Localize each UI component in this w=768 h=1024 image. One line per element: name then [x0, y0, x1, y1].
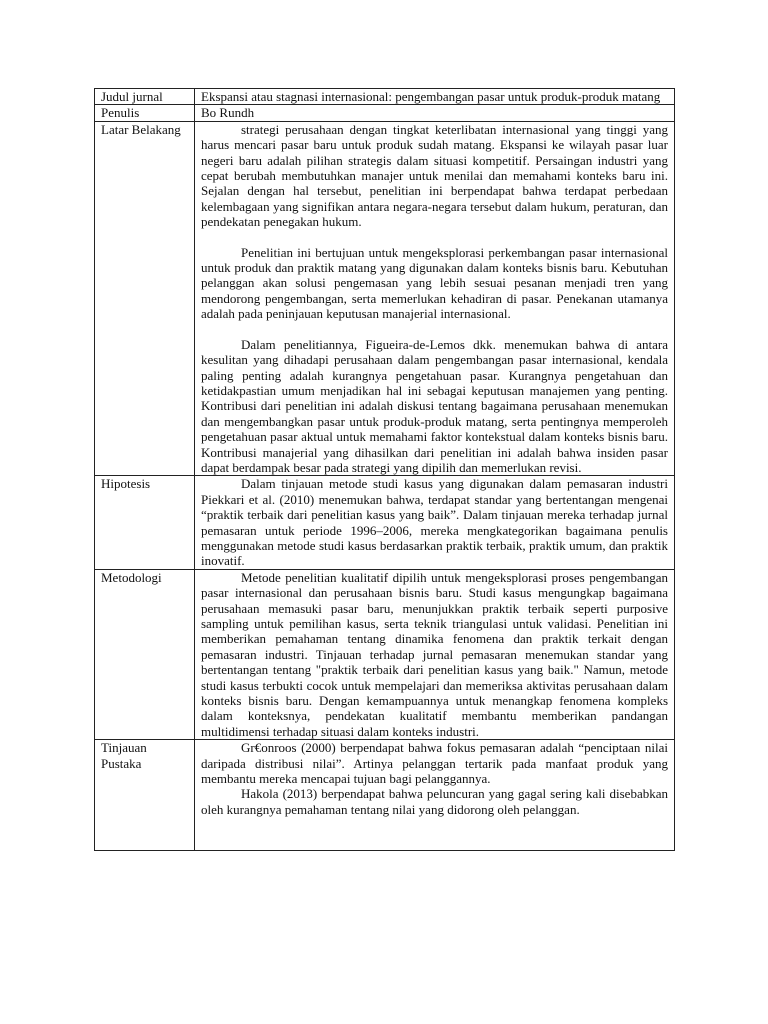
value-judul-jurnal: Ekspansi atau stagnasi internasional: pengembangan pasar untuk produk-produk matang	[195, 89, 675, 105]
label-tinjauan-pustaka: Tinjauan Pustaka	[95, 740, 195, 851]
label-judul-jurnal: Judul jurnal	[95, 89, 195, 105]
label-metodologi: Metodologi	[95, 569, 195, 739]
value-latar-belakang	[195, 121, 675, 476]
hipotesis-paragraph: Dalam tinjauan metode studi kasus yang digunakan dalam pemasaran industri Piekkari et al. (2010) menemukan bahwa, terdapat standar yang bertentangan mengenai “praktik terbaik dari penelitian kasus yang baik”. Dalam tinjauan mereka terhadap jurnal pemasaran untuk periode 1996–2006, mereka mengkategorikan bagaimana penulis menggunakan metode studi kasus berdasarkan praktik terbaik, praktik umum, dan praktik inovatif.	[201, 476, 668, 569]
latar-paragraph-3: Dalam penelitiannya, Figueira-de-Lemos dkk. menemukan bahwa di antara kesulitan yang dihadapi perusahaan dalam pengembangan pasar internasional, kendala paling penting adalah kurangnya pengetahuan pasar. Kurangnya pengetahuan dan ketidakpastian umum menjadikan hal ini sebagai keputusan manajemen yang penting. Kontribusi dari penelitian ini adalah diskusi tentang bagaimana perusahaan menemukan dan mengembangkan pasar untuk produk-produk matang, serta pentingnya memperoleh pengetahuan pasar aktual untuk memahami faktor kontekstual dalam konteks bisnis baru. Kontribusi manajerial yang dihasilkan dari penelitian ini adalah bahwa insiden pasar dapat berdampak besar pada strategi yang dipilih dan memerlukan revisi.	[201, 336, 668, 475]
row-latar-belakang	[95, 121, 675, 476]
tinjauan-paragraph-1: Gr€onroos (2000) berpendapat bahwa fokus pemasaran adalah “penciptaan nilai daripada distribusi nilai”. Artinya pelanggan tertarik pada manfaat produk yang membantu mereka mencapai tujuan bagi pelanggannya.	[201, 740, 668, 787]
label-penulis: Penulis	[95, 105, 195, 121]
value-penulis: Bo Rundh	[195, 105, 675, 121]
value-tinjauan-pustaka	[195, 740, 675, 851]
row-hipotesis	[95, 476, 675, 569]
row-penulis	[95, 105, 675, 121]
metodologi-paragraph: Metode penelitian kualitatif dipilih untuk mengeksplorasi proses pengembangan pasar internasional dan perusahaan bisnis baru. Studi kasus mengungkap bagaimana perusahaan memasuki pasar baru, menunjukkan praktik terbaik seperti purposive sampling untuk pemilihan kasus, serta teknik triangulasi untuk validasi. Penelitian ini memberikan pemahaman tentang dinamika fenomena dan praktik terkait dengan pemasaran industri. Tinjauan terhadap jurnal pemasaran menemukan standar yang bertentangan tentang "praktik terbaik dari penelitian kasus yang baik." Namun, metode studi kasus terbukti cocok untuk mempelajari dan memeriksa aktivitas perusahaan dalam konteks bisnis baru. Dengan kemampuannya untuk menangkap fenomena kompleks dalam konteksnya, pendekatan kualitatif membantu memberikan pandangan multidimensi terhadap situasi dalam konteks industri.	[201, 569, 668, 739]
label-latar-belakang: Latar Belakang	[95, 121, 195, 476]
latar-paragraph-2: Penelitian ini bertujuan untuk mengeksplorasi perkembangan pasar internasional untuk produk dan praktik matang yang digunakan dalam konteks bisnis baru. Kebutuhan pelanggan akan solusi pengemasan yang lebih sesuai pesanan menjadi tren yang mendorong pengembangan, serta memerlukan kehadiran di pasar. Penekanan utamanya adalah pada peninjauan keputusan manajerial internasional.	[201, 244, 668, 322]
row-metodologi	[95, 569, 675, 739]
value-hipotesis	[195, 476, 675, 569]
label-hipotesis: Hipotesis	[95, 476, 195, 569]
row-judul-jurnal	[95, 89, 675, 105]
latar-paragraph-1: strategi perusahaan dengan tingkat keterlibatan internasional yang tinggi yang harus mencari pasar baru untuk produk sudah matang. Ekspansi ke wilayah pasar luar negeri baru adalah pilihan strategis dalam situasi kompetitif. Persaingan industri yang cepat berubah membutuhkan manajer untuk menilai dan memahami konteks baru ini. Sejalan dengan hal tersebut, penelitian ini berpendapat bahwa terdapat perbedaan kelembagaan yang signifikan antara negara-negara tersebut dalam hukum, peraturan, dan pendekatan penegakan hukum.	[201, 121, 668, 230]
journal-review-table	[94, 88, 675, 851]
row-tinjauan-pustaka	[95, 740, 675, 851]
value-metodologi	[195, 569, 675, 739]
tinjauan-paragraph-2: Hakola (2013) berpendapat bahwa peluncuran yang gagal sering kali disebabkan oleh kurangnya pemahaman tentang nilai yang didorong oleh pelanggan.	[201, 786, 668, 817]
